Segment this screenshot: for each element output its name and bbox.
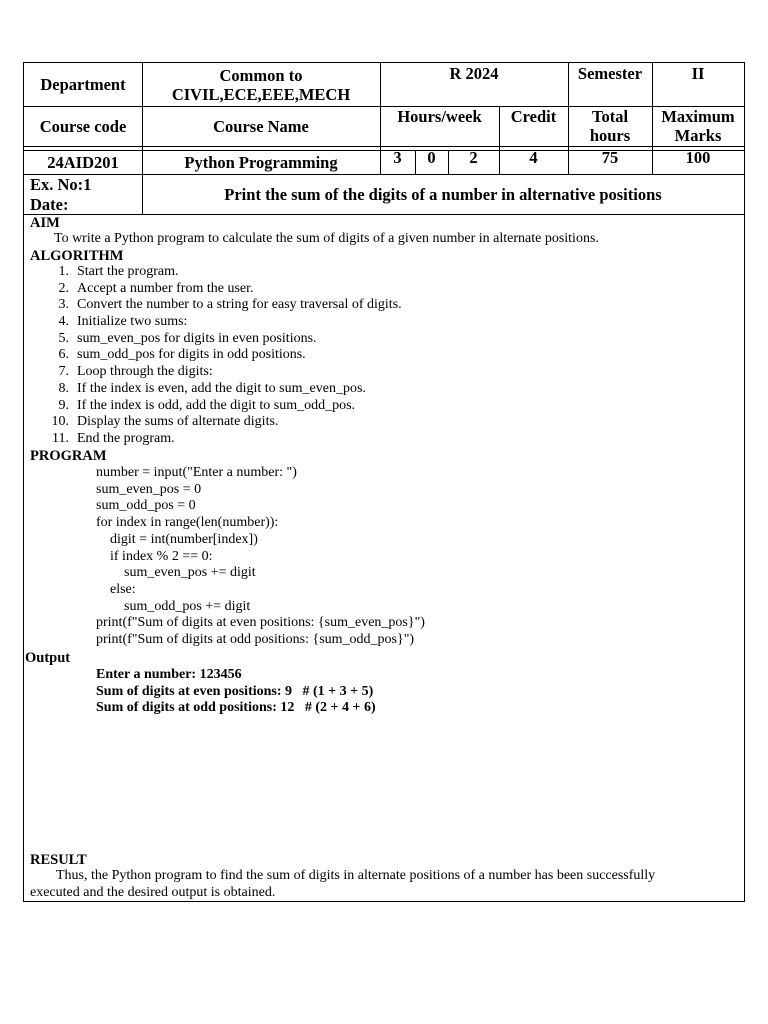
hours-practical: 2 (469, 148, 478, 167)
aim-text: To write a Python program to calculate the sum of digits of a given number in alternate positions. (54, 231, 599, 246)
algorithm-step-text: Convert the number to a string for easy traversal of digits. (77, 297, 402, 313)
algorithm-step-number: 6. (58, 347, 69, 363)
exercise-number: Ex. No:1 (30, 175, 92, 194)
output-line: Sum of digits at even positions: 9 # (1 + 3 + 5) (96, 683, 374, 699)
result-heading: RESULT (30, 852, 87, 868)
result-text-line2: executed and the desired output is obtained. (30, 885, 276, 900)
maximum-marks-label (652, 107, 744, 145)
algorithm-step (24, 347, 744, 364)
total-hours-label (568, 107, 652, 145)
algorithm-step-number: 8. (58, 380, 69, 396)
course-code: 24AID201 (47, 153, 119, 172)
department-label: Department (40, 75, 126, 94)
algorithm-step (24, 414, 744, 431)
algorithm-step-text: Loop through the digits: (77, 364, 213, 380)
algorithm-step-number: 5. (58, 330, 69, 346)
program-code (96, 465, 425, 649)
algorithm-step (24, 297, 744, 314)
code-line: sum_odd_pos = 0 (96, 498, 196, 514)
row-divider (24, 214, 744, 215)
algorithm-step (24, 398, 744, 415)
total-label-line2: hours (589, 126, 631, 145)
algorithm-step (24, 431, 744, 448)
code-line: number = input("Enter a number: ") (96, 465, 297, 480)
program-heading: PROGRAM (30, 448, 107, 464)
total-label-line1: Total (591, 107, 629, 126)
algorithm-step-number: 11. (52, 430, 69, 446)
aim-heading: AIM (30, 215, 60, 231)
algorithm-step-text: If the index is even, add the digit to sum_even_pos. (77, 380, 366, 396)
course-code-label: Course code (39, 117, 127, 136)
algorithm-step-text: Accept a number from the user. (77, 280, 254, 296)
date-label: Date: (30, 195, 69, 214)
code-line: for index in range(len(number)): (96, 515, 279, 531)
algorithm-step-number: 3. (58, 297, 69, 313)
output-line: Enter a number: 123456 (96, 667, 242, 682)
algorithm-step-text: sum_even_pos for digits in even positions. (77, 330, 317, 346)
algorithm-step (24, 381, 744, 398)
code-line: if index % 2 == 0: (96, 548, 213, 564)
code-line: else: (96, 581, 136, 597)
exercise-title: Print the sum of the digits of a number in alternative positions (224, 185, 662, 204)
semester-value: II (691, 64, 705, 83)
max-label-line2: Marks (674, 126, 722, 145)
semester-label: Semester (577, 64, 643, 83)
regulation: R 2024 (449, 64, 499, 83)
max-marks-value: 100 (685, 148, 711, 167)
algorithm-step (24, 264, 744, 281)
algorithm-heading: ALGORITHM (30, 248, 124, 264)
algorithm-step-number: 10. (51, 414, 69, 430)
course-name: Python Programming (184, 153, 338, 172)
code-line: sum_even_pos = 0 (96, 481, 202, 497)
algorithm-step-text: Start the program. (77, 264, 179, 279)
total-hours-value: 75 (601, 148, 619, 167)
algorithm-step (24, 281, 744, 298)
algorithm-step-text: End the program. (77, 430, 175, 446)
algorithm-step-text: Display the sums of alternate digits. (77, 414, 279, 430)
code-line: sum_even_pos += digit (96, 565, 256, 581)
algorithm-step-number: 1. (58, 264, 69, 279)
lab-record-sheet (23, 62, 745, 902)
algorithm-step-text: sum_odd_pos for digits in odd positions. (77, 347, 306, 363)
branches: CIVIL,ECE,EEE,MECH (171, 85, 351, 104)
algorithm-step (24, 314, 744, 331)
row-divider (24, 146, 744, 147)
result-text-line1: Thus, the Python program to find the sum of digits in alternate positions of a number has been successfully (56, 868, 656, 883)
hours-tutorial: 0 (427, 148, 436, 167)
code-line: digit = int(number[index]) (96, 531, 258, 547)
algorithm-step-number: 9. (58, 397, 69, 413)
max-label-line1: Maximum (661, 107, 735, 126)
algorithm-step-text: If the index is odd, add the digit to sum_odd_pos. (77, 397, 356, 413)
row-divider (24, 174, 744, 175)
algorithm-step-number: 7. (58, 364, 69, 380)
credit-label: Credit (510, 107, 557, 126)
output-line: Sum of digits at odd positions: 12 # (2 + 4 + 6) (96, 700, 376, 716)
output-heading: Output (25, 650, 71, 666)
course-name-label: Course Name (213, 117, 309, 136)
algorithm-step-number: 4. (58, 314, 69, 330)
output-block (96, 667, 376, 717)
code-line: print(f"Sum of digits at odd positions: {sum_odd_pos}") (96, 632, 415, 648)
algorithm-step (24, 331, 744, 348)
algorithm-step-text: Initialize two sums: (77, 314, 188, 330)
hours-week-label: Hours/week (397, 107, 482, 126)
algorithm-step-number: 2. (58, 280, 69, 296)
common-to-label: Common to (219, 66, 303, 85)
algorithm-steps (24, 264, 744, 448)
code-line: print(f"Sum of digits at even positions: {sum_even_pos}") (96, 615, 425, 631)
hours-lecture: 3 (393, 148, 402, 167)
code-line: sum_odd_pos += digit (96, 598, 251, 614)
credit-value: 4 (529, 148, 538, 167)
algorithm-step (24, 364, 744, 381)
